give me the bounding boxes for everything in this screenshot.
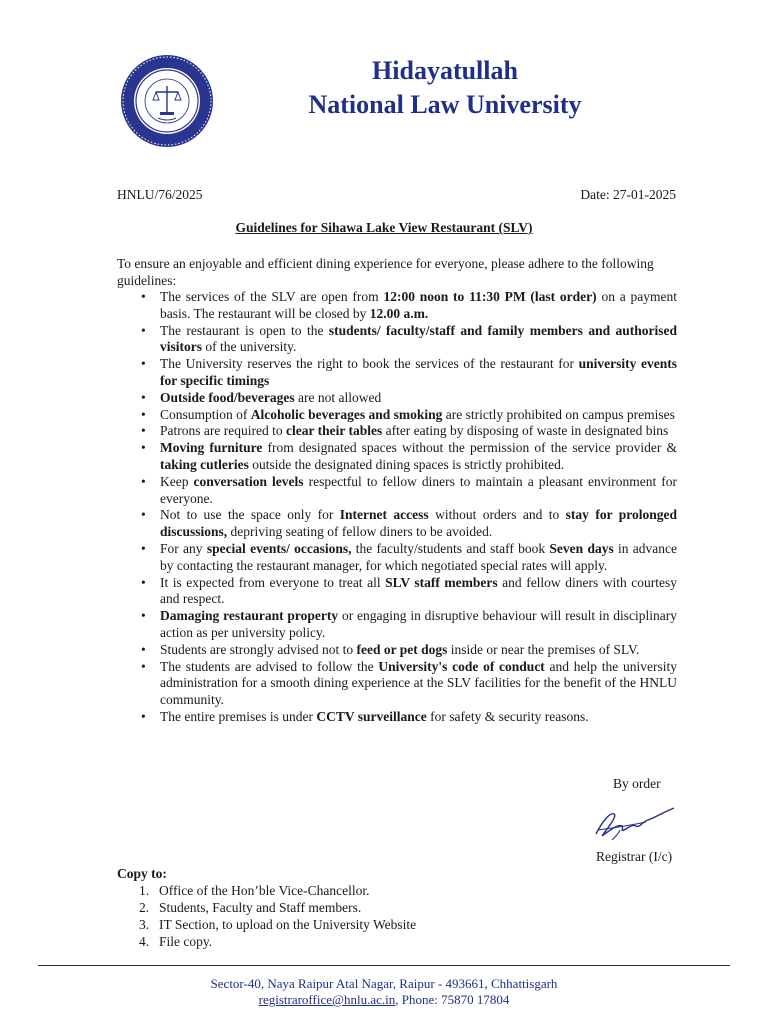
guideline-text: inside or near the premises of SLV.	[447, 641, 640, 657]
bullet-icon: •	[141, 406, 146, 422]
guideline-item	[117, 507, 677, 541]
guideline-text: Patrons are required to	[160, 423, 286, 439]
bullet-icon: •	[141, 507, 146, 523]
guideline-text: respectful to fellow diners to maintain a pleasant environment for everyone.	[160, 473, 678, 506]
guideline-emphasis: conversation levels	[193, 473, 304, 489]
guideline-text: from designated spaces without the permission of the service provider &	[262, 440, 678, 456]
copy-to-number: 3.	[139, 917, 150, 932]
bullet-icon: •	[141, 574, 146, 590]
guideline-emphasis: stay for prolonged discussions,	[160, 507, 677, 540]
footer-address: Sector-40, Naya Raipur Atal Nagar, Raipur - 493661, Chhattisgarh	[210, 976, 558, 991]
bullet-icon: •	[141, 440, 146, 456]
guideline-item	[117, 474, 677, 508]
copy-to-number: 2.	[139, 900, 150, 915]
bullet-icon: •	[141, 423, 146, 439]
copy-to-item	[117, 899, 416, 916]
guideline-text: on a payment basis. The restaurant will be closed by	[160, 289, 677, 321]
registrar-designation: Registrar (I/c)	[596, 849, 673, 864]
guideline-emphasis: Alcoholic beverages and smoking	[250, 406, 443, 422]
copy-to-text: Students, Faculty and Staff members.	[159, 900, 362, 915]
university-seal-icon	[120, 54, 214, 148]
guideline-text: The services of the SLV are open from	[160, 289, 384, 304]
guideline-emphasis: 12:00 noon to 11:30 PM (last order)	[383, 289, 597, 304]
document-title: Guidelines for Sihawa Lake View Restaurant (SLV)	[235, 220, 533, 235]
bullet-icon: •	[141, 658, 146, 674]
bullet-icon: •	[141, 608, 146, 624]
guideline-text: are not allowed	[294, 389, 382, 405]
footer-contact	[0, 991, 768, 1008]
handwritten-signature-icon	[588, 800, 678, 846]
guideline-item	[117, 289, 677, 323]
by-order-label: By order	[613, 776, 661, 791]
bullet-icon: •	[141, 389, 146, 405]
copy-to-item	[117, 916, 416, 933]
guideline-text: in advance by contacting the restaurant manager, for which negotiated special rates will apply.	[160, 540, 677, 573]
guideline-text: The restaurant is open to the	[160, 322, 329, 338]
guideline-item	[117, 440, 677, 474]
copy-to-text: Office of the Hon’ble Vice-Chancellor.	[159, 883, 370, 898]
guideline-text: are strictly prohibited on campus premises	[442, 406, 675, 422]
bullet-icon: •	[141, 641, 146, 657]
bullet-icon: •	[141, 289, 146, 304]
guideline-text: after eating by disposing of waste in designated bins	[382, 423, 669, 439]
guideline-text: Keep	[160, 473, 194, 489]
guideline-item	[117, 356, 677, 390]
footer-email-link[interactable]: registraroffice@hnlu.ac.in	[258, 992, 396, 1007]
copy-to-text: File copy.	[159, 934, 213, 949]
guideline-text: and fellow diners with courtesy and respect.	[160, 574, 677, 607]
guideline-text: and help the university administration for a smooth dining experience at the SLV facilities for the benefit of the HNLU community.	[160, 658, 677, 708]
guideline-emphasis: SLV staff members	[385, 574, 498, 590]
document-date: Date: 27-01-2025	[580, 187, 676, 202]
guideline-emphasis: Seven days	[549, 540, 614, 556]
copy-to-item	[117, 882, 416, 899]
guideline-item	[117, 390, 677, 407]
guideline-item	[117, 608, 677, 642]
bullet-icon: •	[141, 708, 146, 724]
university-name-line2: National Law University	[308, 90, 582, 119]
guideline-item	[117, 407, 677, 424]
guideline-text: depriving seating of fellow diners to be avoided.	[227, 524, 493, 540]
copy-to-item	[117, 933, 416, 950]
guideline-item	[117, 575, 677, 609]
footer-phone: , Phone: 75870 17804	[395, 992, 510, 1007]
guideline-emphasis: Outside food/beverages	[160, 389, 295, 405]
guideline-text: of the university.	[202, 339, 297, 355]
guideline-emphasis: Moving furniture	[160, 440, 263, 456]
guideline-emphasis: special events/ occasions,	[206, 540, 352, 556]
bullet-icon: •	[141, 322, 146, 338]
guideline-item	[117, 709, 677, 726]
guideline-text: It is expected from everyone to treat all	[160, 574, 386, 590]
copy-to-text: IT Section, to upload on the University Website	[159, 917, 417, 932]
guideline-text: Not to use the space only for	[160, 507, 340, 523]
guideline-emphasis: Internet access	[339, 507, 429, 523]
guideline-text: for safety & security reasons.	[426, 708, 589, 724]
copy-to-number: 1.	[139, 883, 150, 898]
bullet-icon: •	[141, 473, 146, 489]
guideline-item	[117, 642, 677, 659]
guideline-item	[117, 423, 677, 440]
guideline-item	[117, 323, 677, 357]
guideline-item	[117, 659, 677, 709]
university-name	[260, 54, 630, 122]
guideline-item	[117, 541, 677, 575]
guideline-text: The students are advised to follow the	[160, 658, 379, 674]
guideline-text: The entire premises is under	[160, 708, 317, 724]
guideline-text: or engaging in disruptive behaviour will result in disciplinary action as per university policy.	[160, 608, 677, 640]
bullet-icon: •	[141, 356, 146, 372]
guideline-text: without orders and to	[428, 507, 566, 523]
footer-divider	[38, 965, 730, 966]
guideline-emphasis: Damaging restaurant property	[160, 608, 339, 624]
university-name-line1: Hidayatullah	[372, 56, 518, 85]
guideline-text: For any	[160, 540, 207, 556]
guideline-emphasis: feed or pet dogs	[356, 641, 448, 657]
guideline-emphasis: 12.00 a.m.	[369, 305, 429, 321]
copy-to-list	[117, 882, 416, 950]
guideline-text: The University reserves the right to book the services of the restaurant for	[160, 356, 579, 372]
guideline-text: Students are strongly advised not to	[160, 641, 357, 657]
guideline-emphasis: CCTV surveillance	[316, 708, 427, 724]
guideline-emphasis: taking cutleries	[160, 456, 249, 472]
guideline-emphasis: clear their tables	[285, 423, 383, 439]
guideline-emphasis: University's code of conduct	[378, 658, 545, 674]
copy-to-heading: Copy to:	[117, 866, 167, 881]
bullet-icon: •	[141, 540, 146, 556]
copy-to-number: 4.	[139, 934, 150, 949]
guideline-emphasis: university events for specific timings	[160, 356, 678, 388]
guideline-text: the faculty/students and staff book	[351, 540, 550, 556]
guideline-text: outside the designated dining spaces is strictly prohibited.	[248, 456, 565, 472]
guidelines-list	[117, 289, 677, 726]
intro-paragraph: To ensure an enjoyable and efficient dining experience for everyone, please adhere to the following guidelines:	[117, 256, 654, 288]
guideline-emphasis: students/ faculty/staff and family members and authorised visitors	[160, 322, 677, 355]
guideline-text: Consumption of	[160, 406, 251, 422]
reference-number: HNLU/76/2025	[117, 187, 203, 202]
